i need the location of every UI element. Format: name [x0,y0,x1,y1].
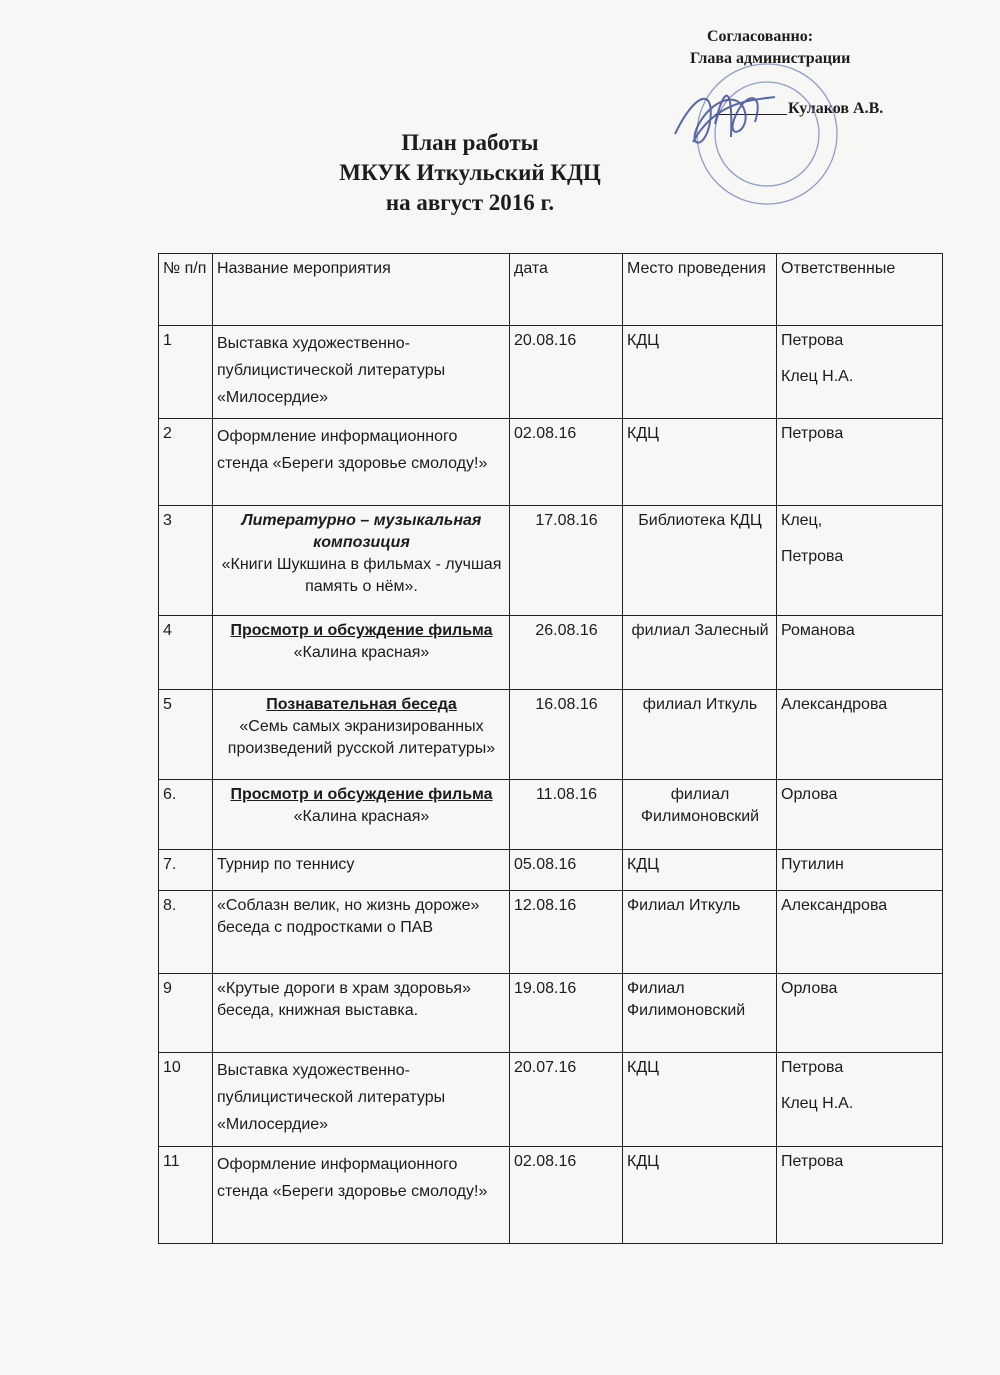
row-responsible: Романова [777,616,943,690]
row-num: 11 [159,1147,213,1244]
events-table [158,253,943,1244]
row-num: 4 [159,616,213,690]
row-responsible: Александрова [777,690,943,780]
row-num: 7. [159,850,213,891]
row-num: 9 [159,974,213,1053]
table-header-row [159,254,943,326]
row-event: Оформление информационного стенда «Береги здоровье смолоду!» [213,419,510,506]
row-event: Литературно – музыкальная композиция «Книги Шукшина в фильмах - лучшая память о нём». [213,506,510,616]
header-date: дата [510,254,623,326]
row-place: филиал Залесный [623,616,777,690]
table-row [159,616,943,690]
row-responsible: Орлова [777,974,943,1053]
row-event: Оформление информационного стенда «Береги здоровье смолоду!» [213,1147,510,1244]
row-date: 17.08.16 [510,506,623,616]
row-place: филиал Филимоновский [623,780,777,850]
row-date: 02.08.16 [510,419,623,506]
table-row [159,506,943,616]
row-responsible: Петрова [777,419,943,506]
official-seal-stamp [655,52,845,217]
row-place: Филиал Филимоновский [623,974,777,1053]
document-title [300,128,640,218]
row-responsible: Петрова Клец Н.А. [777,1053,943,1147]
approval-signer: Кулаков А.В. [788,100,884,117]
row-place: КДЦ [623,1053,777,1147]
table-row [159,1053,943,1147]
row-responsible: Петрова Клец Н.А. [777,326,943,419]
row-responsible: Александрова [777,891,943,974]
row-event: Выставка художественно-публицистической литературы «Милосердие» [213,1053,510,1147]
row-place: КДЦ [623,419,777,506]
row-num: 3 [159,506,213,616]
row-place: Библиотека КДЦ [623,506,777,616]
table-row [159,891,943,974]
row-date: 12.08.16 [510,891,623,974]
row-event: «Крутые дороги в храм здоровья» беседа, книжная выставка. [213,974,510,1053]
table-row [159,850,943,891]
title-line-3: на август 2016 г. [385,190,555,215]
row-date: 20.08.16 [510,326,623,419]
row-date: 11.08.16 [510,780,623,850]
row-responsible: Орлова [777,780,943,850]
header-responsible: Ответственные [777,254,943,326]
row-date: 19.08.16 [510,974,623,1053]
row-date: 16.08.16 [510,690,623,780]
table-row [159,419,943,506]
row-responsible: Путилин [777,850,943,891]
table-row [159,974,943,1053]
header-event: Название мероприятия [213,254,510,326]
row-num: 10 [159,1053,213,1147]
table-row [159,780,943,850]
row-date: 20.07.16 [510,1053,623,1147]
row-responsible: Клец, Петрова [777,506,943,616]
title-line-2: МКУК Иткульский КДЦ [339,160,601,185]
row-place: КДЦ [623,850,777,891]
row-num: 6. [159,780,213,850]
row-place: КДЦ [623,1147,777,1244]
row-date: 26.08.16 [510,616,623,690]
row-num: 8. [159,891,213,974]
row-event: Турнир по теннису [213,850,510,891]
header-num: № п/п [159,254,213,326]
row-date: 02.08.16 [510,1147,623,1244]
approval-position: Глава администрации [690,50,851,67]
row-responsible: Петрова [777,1147,943,1244]
row-num: 2 [159,419,213,506]
header-place: Место проведения [623,254,777,326]
table-row [159,1147,943,1244]
row-num: 5 [159,690,213,780]
approval-label: Согласованно: [707,28,814,45]
row-event: «Соблазн велик, но жизнь дороже» беседа с подростками о ПАВ [213,891,510,974]
row-date: 05.08.16 [510,850,623,891]
row-place: Филиал Иткуль [623,891,777,974]
row-event: Выставка художественно-публицистической литературы «Милосердие» [213,326,510,419]
row-event: Просмотр и обсуждение фильма «Калина красная» [213,616,510,690]
table-row [159,690,943,780]
row-place: КДЦ [623,326,777,419]
row-event: Просмотр и обсуждение фильма «Калина красная» [213,780,510,850]
row-place: филиал Иткуль [623,690,777,780]
title-line-1: План работы [401,130,539,155]
row-event: Познавательная беседа «Семь самых экранизированных произведений русской литературы» [213,690,510,780]
table-row [159,326,943,419]
row-num: 1 [159,326,213,419]
